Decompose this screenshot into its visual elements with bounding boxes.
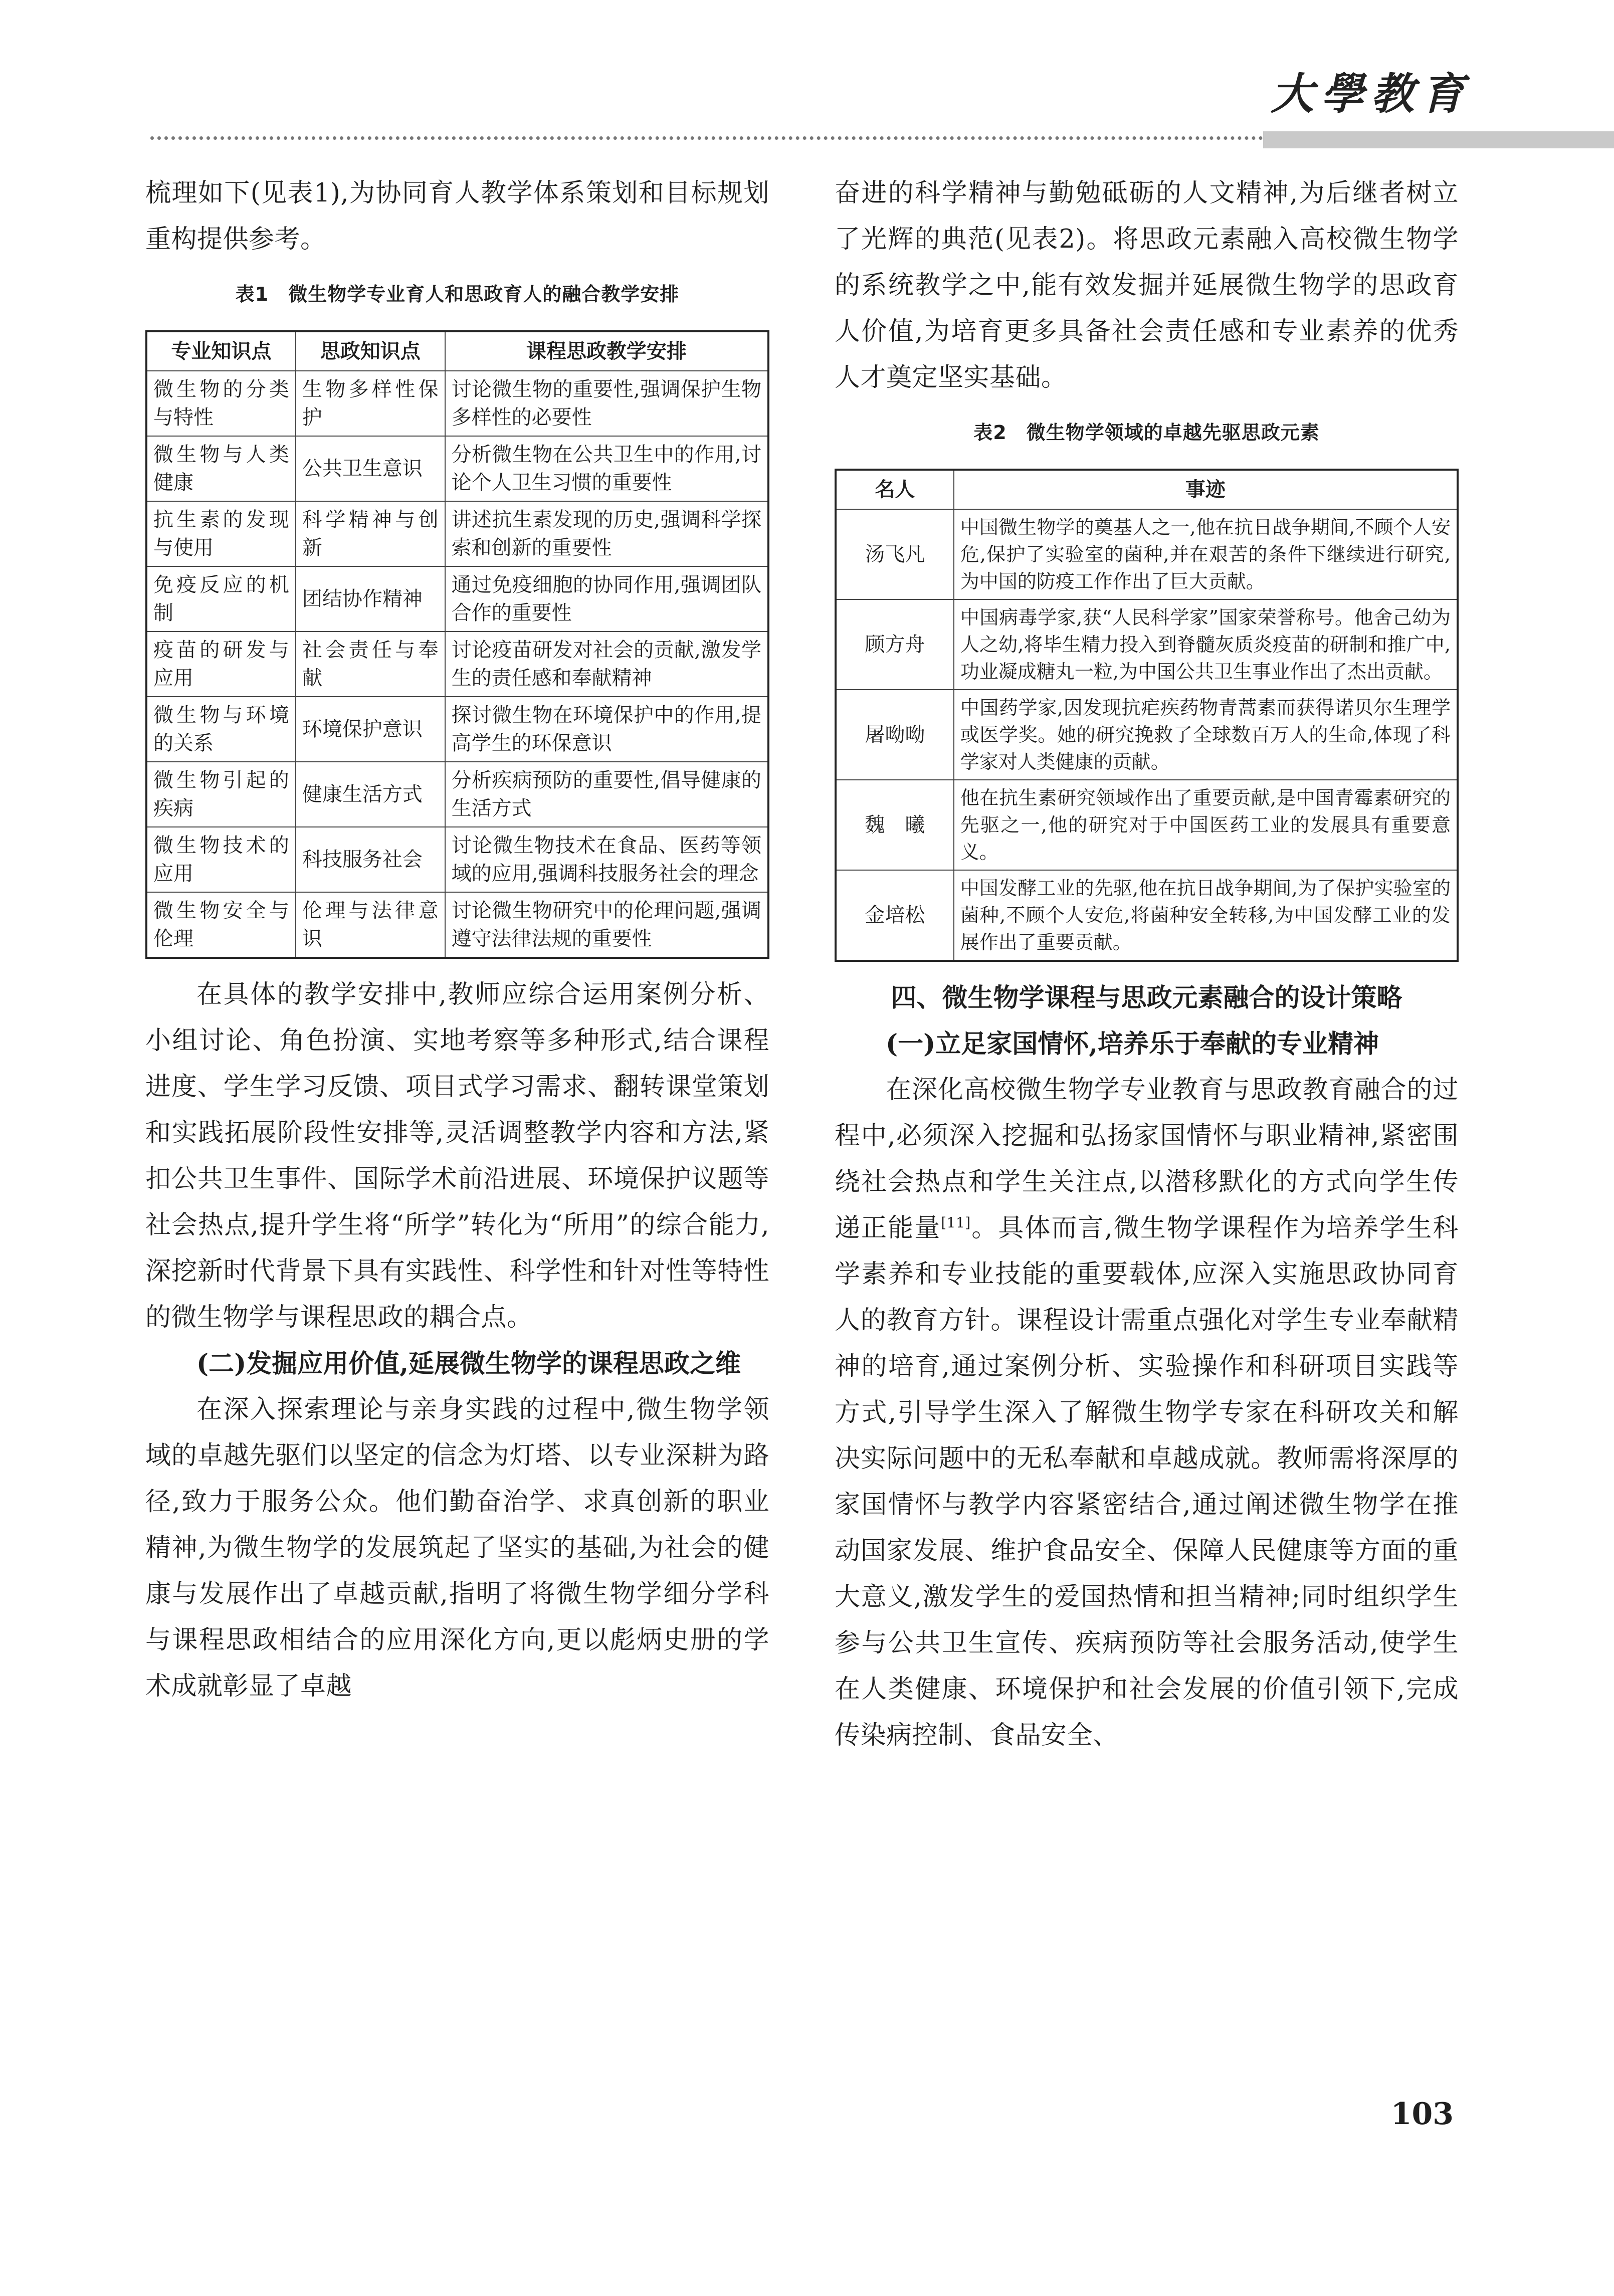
table-cell: 魏 曦: [836, 780, 954, 870]
table1: [145, 330, 769, 959]
table-cell: 科技服务社会: [296, 827, 445, 892]
table-cell: 分析微生物在公共卫生中的作用,讨论个人卫生习惯的重要性: [445, 436, 768, 501]
table2-header-row: [836, 470, 1458, 509]
table-row: [836, 870, 1458, 961]
table-row: [836, 690, 1458, 780]
intro-paragraph: 梳理如下(见表1),为协同育人教学体系策划和目标规划重构提供参考。: [145, 178, 769, 254]
table-row: [146, 827, 768, 892]
right-column: [835, 170, 1459, 1759]
table1-header-row: [146, 331, 768, 371]
table1-header-cell: 专业知识点: [146, 331, 296, 371]
table-cell: 顾方舟: [836, 599, 954, 690]
table-cell: 疫苗的研发与应用: [146, 632, 296, 697]
table-cell: 环境保护意识: [296, 697, 445, 762]
table-cell: 健康生活方式: [296, 762, 445, 827]
table-row: [146, 697, 768, 762]
table-cell: 屠呦呦: [836, 690, 954, 780]
table-row: [146, 501, 768, 566]
table-cell: 免疫反应的机制: [146, 566, 296, 632]
table-cell: 讨论微生物的重要性,强调保护生物多样性的必要性: [445, 371, 768, 436]
pioneers-paragraph: 在深入探索理论与亲身实践的过程中,微生物学领域的卓越先驱们以坚定的信念为灯塔、以专业深耕为路径,致力于服务公众。他们勤奋治学、求真创新的职业精神,为微生物学的发展筑起了坚实的基础,为社会的健康与发展作出了卓越贡献,指明了将微生物学细分学科与课程思政相结合的应用深化方向,更以彪炳史册的学术成就彰显了卓越: [145, 1395, 769, 1701]
table-cell: 分析疾病预防的重要性,倡导健康的生活方式: [445, 762, 768, 827]
table-cell: 讨论微生物研究中的伦理问题,强调遵守法律法规的重要性: [445, 892, 768, 958]
page-number: 103: [1390, 2097, 1454, 2132]
table-row: [146, 436, 768, 501]
table-cell: 社会责任与奉献: [296, 632, 445, 697]
section-heading-2: (二)发掘应用价值,延展微生物学的课程思政之维: [196, 1349, 741, 1379]
table-cell: 中国病毒学家,获“人民科学家”国家荣誉称号。他舍己幼为人之幼,将毕生精力投入到脊髓灰质炎疫苗的研制和推广中,功业凝成糖丸一粒,为中国公共卫生事业作出了杰出贡献。: [954, 599, 1458, 690]
header-gray-bar: [1263, 131, 1614, 148]
table1-header-cell: 思政知识点: [296, 331, 445, 371]
table-cell: 微生物与人类健康: [146, 436, 296, 501]
strategy-paragraph: [835, 1067, 1459, 1759]
citation-mark: [11]: [941, 1214, 971, 1231]
table2-caption: 表2 微生物学领域的卓越先驱思政元素: [973, 422, 1320, 444]
table-cell: 他在抗生素研究领域作出了重要贡献,是中国青霉素研究的先驱之一,他的研究对于中国医药工业的发展具有重要意义。: [954, 780, 1458, 870]
table-row: [836, 509, 1458, 599]
table-cell: 微生物安全与伦理: [146, 892, 296, 958]
continued-paragraph: 奋进的科学精神与勤勉砥砺的人文精神,为后继者树立了光辉的典范(见表2)。将思政元素融入高校微生物学的系统教学之中,能有效发掘并延展微生物学的思政育人价值,为培育更多具备社会责任感和专业素养的优秀人才奠定坚实基础。: [835, 178, 1459, 392]
journal-brand: 大學教育: [1271, 69, 1471, 119]
table-cell: 公共卫生意识: [296, 436, 445, 501]
teaching-paragraph: 在具体的教学安排中,教师应综合运用案例分析、小组讨论、角色扮演、实地考察等多种形式,结合课程进度、学生学习反馈、项目式学习需求、翻转课堂策划和实践拓展阶段性安排等,灵活调整教学内容和方法,紧扣公共卫生事件、国际学术前沿进展、环境保护议题等社会热点,提升学生将“所学”转化为“所用”的综合能力,深挖新时代背景下具有实践性、科学性和针对性等特性的微生物学与课程思政的耦合点。: [145, 980, 769, 1332]
strategy-text-b: 。具体而言,微生物学课程作为培养学生科学素养和专业技能的重要载体,应深入实施思政协同育人的教育方针。课程设计需重点强化对学生专业奉献精神的培育,通过案例分析、实验操作和科研项目实践等方式,引导学生深入了解微生物学专家在科研攻关和解决实际问题中的无私奉献和卓越成就。教师需将深厚的家国情怀与教学内容紧密结合,通过阐述微生物学在推动国家发展、维护食品安全、保障人民健康等方面的重大意义,激发学生的爱国热情和担当精神;同时组织学生参与公共卫生宣传、疾病预防等社会服务活动,使学生在人类健康、环境保护和社会发展的价值引领下,完成传染病控制、食品安全、: [835, 1213, 1459, 1750]
table-row: [146, 371, 768, 436]
table-cell: 生物多样性保护: [296, 371, 445, 436]
table-cell: 探讨微生物在环境保护中的作用,提高学生的环保意识: [445, 697, 768, 762]
table-cell: 讲述抗生素发现的历史,强调科学探索和创新的重要性: [445, 501, 768, 566]
table-cell: 伦理与法律意识: [296, 892, 445, 958]
table-cell: 中国微生物学的奠基人之一,他在抗日战争期间,不顾个人安危,保护了实验室的菌种,并在艰苦的条件下继续进行研究,为中国的防疫工作作出了巨大贡献。: [954, 509, 1458, 599]
table-cell: 科学精神与创新: [296, 501, 445, 566]
table-cell: 通过免疫细胞的协同作用,强调团队合作的重要性: [445, 566, 768, 632]
table-cell: 微生物与环境的关系: [146, 697, 296, 762]
table-cell: 汤飞凡: [836, 509, 954, 599]
table-cell: 中国发酵工业的先驱,他在抗日战争期间,为了保护实验室的菌种,不顾个人安危,将菌种安全转移,为中国发酵工业的发展作出了重要贡献。: [954, 870, 1458, 961]
table-row: [146, 892, 768, 958]
table-cell: 讨论微生物技术在食品、医药等领域的应用,强调科技服务社会的理念: [445, 827, 768, 892]
table1-header-cell: 课程思政教学安排: [445, 331, 768, 371]
table2-header-cell: 事迹: [954, 470, 1458, 509]
table-cell: 中国药学家,因发现抗疟疾药物青蒿素而获得诺贝尔生理学或医学奖。她的研究挽救了全球数百万人的生命,体现了科学家对人类健康的贡献。: [954, 690, 1458, 780]
table-row: [146, 632, 768, 697]
section-heading-4-1: (一)立足家国情怀,培养乐于奉献的专业精神: [886, 1029, 1379, 1059]
table-cell: 微生物的分类与特性: [146, 371, 296, 436]
table1-caption: 表1 微生物学专业育人和思政育人的融合教学安排: [235, 283, 680, 305]
table-row: [146, 762, 768, 827]
table-cell: 团结协作精神: [296, 566, 445, 632]
left-column: [145, 170, 769, 1710]
header-dotted-rule: [150, 136, 1263, 140]
table-cell: 金培松: [836, 870, 954, 961]
strategy-text-a: 在深化高校微生物学专业教育与思政教育融合的过程中,必须深入挖掘和弘扬家国情怀与职业精神,紧密围绕社会热点和学生关注点,以潜移默化的方式向学生传递正能量: [835, 1075, 1459, 1243]
table-row: [836, 599, 1458, 690]
table2: [835, 469, 1459, 962]
table-cell: 讨论疫苗研发对社会的贡献,激发学生的责任感和奉献精神: [445, 632, 768, 697]
table-row: [836, 780, 1458, 870]
section-heading-4: 四、微生物学课程与思政元素融合的设计策略: [891, 983, 1402, 1013]
table-cell: 微生物技术的应用: [146, 827, 296, 892]
table2-header-cell: 名人: [836, 470, 954, 509]
table-cell: 抗生素的发现与使用: [146, 501, 296, 566]
table-cell: 微生物引起的疾病: [146, 762, 296, 827]
table-row: [146, 566, 768, 632]
